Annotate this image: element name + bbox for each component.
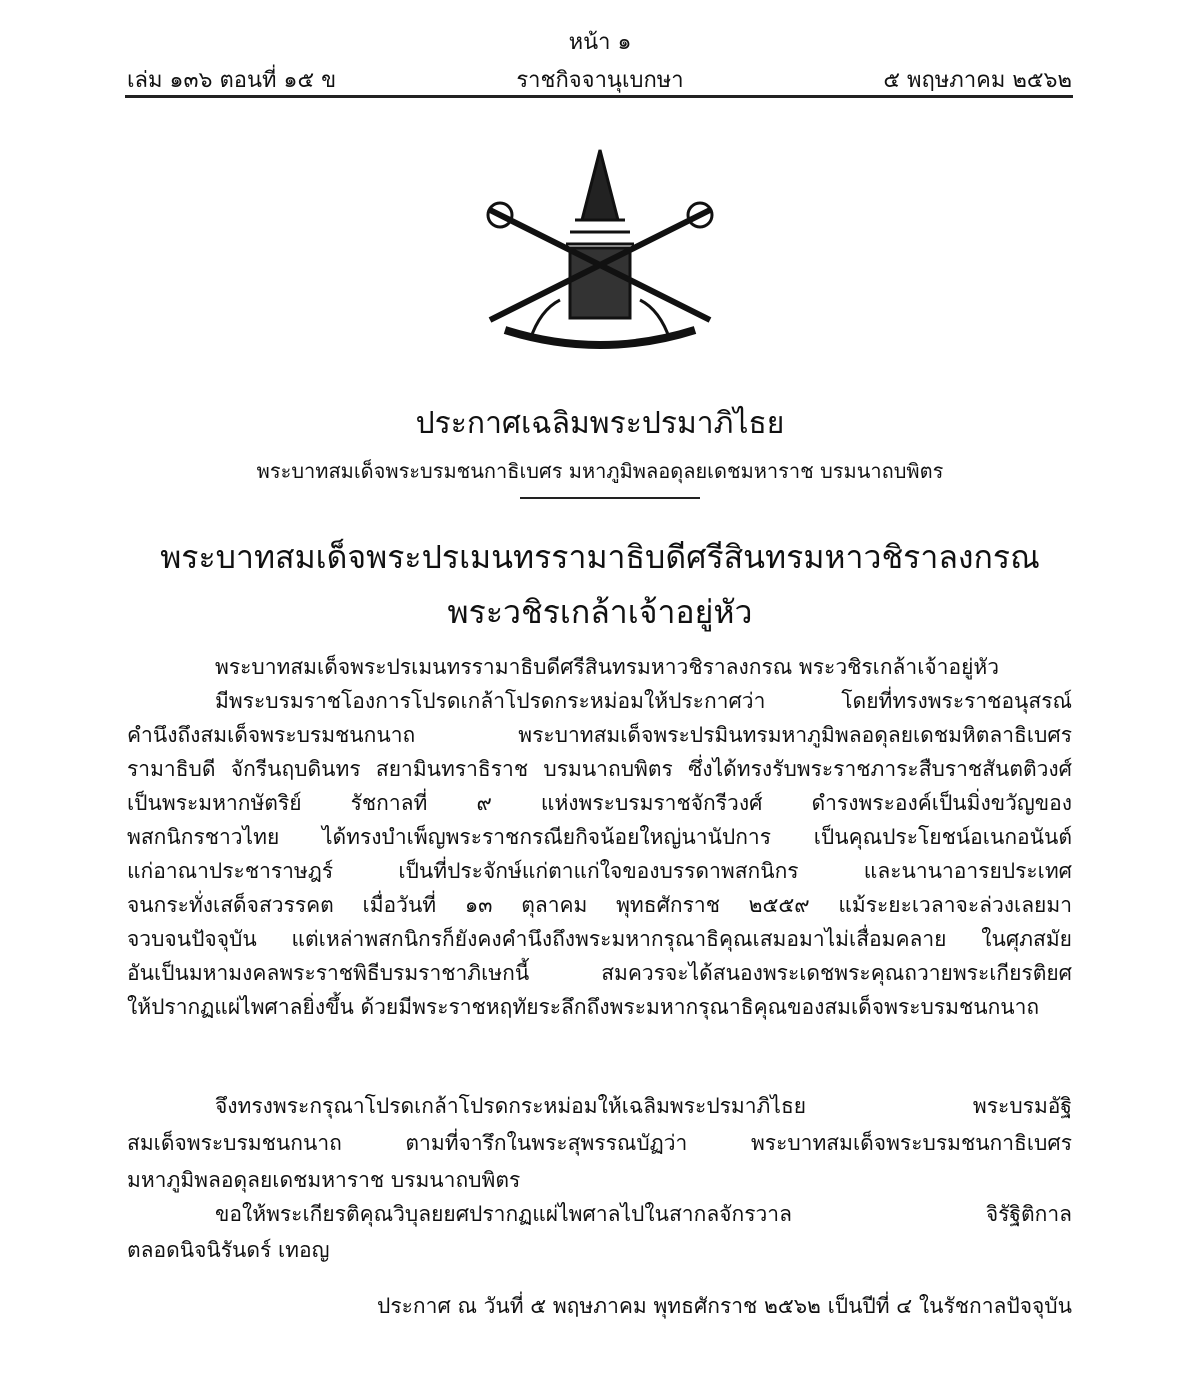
body-line: จนกระทั่งเสด็จสวรรคต เมื่อวันที่ ๑๓ ตุลาคม พุทธศักราช ๒๕๕๙ แม้ระยะเวลาจะล่วงเลยมา — [127, 893, 1072, 917]
body-line: รามาธิบดี จักรีนฤบดินทร สยามินทราธิราช บรมนาถบพิตร ซึ่งได้ทรงรับพระราชภาระสืบราชสันตติวงศ์ — [127, 757, 1072, 781]
body-line: แก่อาณาประชาราษฎร์ เป็นที่ประจักษ์แก่ตาแก่ใจของบรรดาพสกนิกร และนานาอารยประเทศ — [127, 859, 1072, 883]
body-line: จึงทรงพระกรุณาโปรดเกล้าโปรดกระหม่อมให้เฉลิมพระปรมาภิไธย พระบรมอัฐิ — [215, 1094, 1072, 1118]
volume-issue: เล่ม ๑๓๖ ตอนที่ ๑๕ ข — [127, 68, 337, 93]
title-divider — [520, 497, 700, 499]
paragraph-1 — [127, 650, 1072, 1024]
body-line: จวบจนปัจจุบัน แต่เหล่าพสกนิกรก็ยังคงคำนึงถึงพระมหากรุณาธิคุณเสมอมาไม่เสื่อมคลาย ในศุภสมัย — [127, 927, 1072, 951]
body-line: มหาภูมิพลอดุลยเดชมหาราช บรมนาถบพิตร — [127, 1168, 521, 1192]
king-name-line-1: พระบาทสมเด็จพระปรเมนทรรามาธิบดีศรีสินทรมหาวชิราลงกรณ — [160, 538, 1040, 576]
body-line: คำนึงถึงสมเด็จพระบรมชนกนาถ พระบาทสมเด็จพระปรมินทรมหาภูมิพลอดุลยเดชมหิตลาธิเบศร — [127, 723, 1072, 747]
document-title: ประกาศเฉลิมพระปรมาภิไธย — [415, 406, 785, 441]
publication-name: ราชกิจจานุเบกษา — [516, 68, 684, 93]
royal-emblem-icon — [470, 140, 730, 360]
king-name-line-2: พระวชิรเกล้าเจ้าอยู่หัว — [447, 593, 753, 631]
proclamation-date: ประกาศ ณ วันที่ ๕ พฤษภาคม พุทธศักราช ๒๕๖๒ เป็นปีที่ ๔ ในรัชกาลปัจจุบัน — [377, 1294, 1072, 1318]
body-line: ขอให้พระเกียรติคุณวิบุลยยศปรากฏแผ่ไพศาลไปในสากลจักรวาล จิรัฐิติกาล — [215, 1202, 1072, 1226]
header-rule — [125, 95, 1073, 98]
body-line: ให้ปรากฏแผ่ไพศาลยิ่งขึ้น ด้วยมีพระราชหฤทัยระลึกถึงพระมหากรุณาธิคุณของสมเด็จพระบรมชนกนาถ — [127, 995, 1040, 1019]
document-subtitle: พระบาทสมเด็จพระบรมชนกาธิเบศร มหาภูมิพลอดุลยเดชมหาราช บรมนาถบพิตร — [256, 459, 944, 483]
body-line: อันเป็นมหามงคลพระราชพิธีบรมราชาภิเษกนี้ สมควรจะได้สนองพระเดชพระคุณถวายพระเกียรติยศ — [127, 961, 1072, 985]
publication-date: ๕ พฤษภาคม ๒๕๖๒ — [883, 68, 1072, 93]
body-line: สมเด็จพระบรมชนกนาถ ตามที่จารึกในพระสุพรรณบัฏว่า พระบาทสมเด็จพระบรมชนกาธิเบศร — [127, 1131, 1072, 1155]
royal-emblem — [470, 140, 730, 360]
body-line: เป็นพระมหากษัตริย์ รัชกาลที่ ๙ แห่งพระบรมราชจักรีวงศ์ ดำรงพระองค์เป็นมิ่งขวัญของ — [127, 791, 1072, 815]
body-line: ตลอดนิจนิรันดร์ เทอญ — [127, 1238, 330, 1262]
body-line: พสกนิกรชาวไทย ได้ทรงบำเพ็ญพระราชกรณียกิจน้อยใหญ่นานัปการ เป็นคุณประโยชน์อเนกอนันต์ — [127, 825, 1072, 849]
paragraph-3 — [127, 1196, 1072, 1268]
body-line: มีพระบรมราชโองการโปรดเกล้าโปรดกระหม่อมให้ประกาศว่า โดยที่ทรงพระราชอนุสรณ์ — [215, 689, 1072, 713]
body-line: พระบาทสมเด็จพระปรเมนทรรามาธิบดีศรีสินทรมหาวชิราลงกรณ พระวชิรเกล้าเจ้าอยู่หัว — [215, 655, 1000, 679]
page-number: หน้า ๑ — [568, 30, 632, 55]
paragraph-2 — [127, 1088, 1072, 1199]
